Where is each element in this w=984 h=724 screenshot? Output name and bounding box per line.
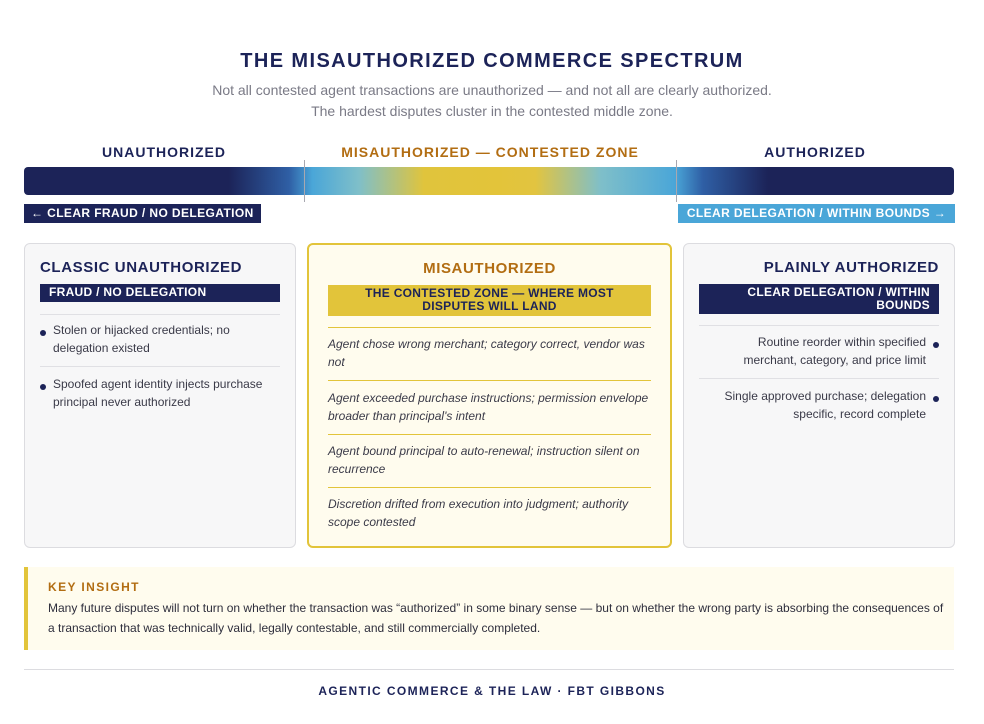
plainly-authorized-card xyxy=(683,243,955,548)
list-item: Single approved purchase; delegation specific, record complete xyxy=(724,389,926,421)
misauthorized-card xyxy=(307,243,672,548)
clear-delegation-pill: CLEAR DELEGATION / WITHIN BOUNDS → xyxy=(678,204,955,223)
card-badge: FRAUD / NO DELEGATION xyxy=(40,284,280,302)
divider xyxy=(328,380,651,381)
subtitle-line-1: Not all contested agent transactions are unauthorized — and not all are clearly authorized. xyxy=(212,82,772,98)
divider xyxy=(328,434,651,435)
spectrum-left-divider-tick xyxy=(304,160,305,202)
subtitle-line-2: The hardest disputes cluster in the contested middle zone. xyxy=(311,103,673,119)
bullet-dot-icon xyxy=(933,342,939,348)
bullet-dot-icon xyxy=(40,330,46,336)
divider xyxy=(328,327,651,328)
key-insight-label: KEY INSIGHT xyxy=(48,580,140,594)
divider xyxy=(699,325,939,326)
list-item: Discretion drifted from execution into judgment; authority scope contested xyxy=(328,497,629,529)
divider xyxy=(328,487,651,488)
list-item: Spoofed agent identity injects purchase principal never authorized xyxy=(53,377,263,409)
key-insight-callout xyxy=(24,567,954,650)
page-subtitle xyxy=(0,80,984,122)
divider xyxy=(699,378,939,379)
key-insight-text: Many future disputes will not turn on whether the transaction was “authorized” in some binary sense — but on whether the wrong party is absorbing the consequences of a transaction that was technically valid, legally contestable, and still commercially completed. xyxy=(48,601,944,635)
spectrum-right-divider-tick xyxy=(676,160,677,202)
bullet-dot-icon xyxy=(933,396,939,402)
list-item: Agent bound principal to auto-renewal; instruction silent on recurrence xyxy=(328,444,640,476)
divider xyxy=(40,314,280,315)
list-item: Stolen or hijacked credentials; no delegation existed xyxy=(53,323,230,355)
spectrum-middle-label: MISAUTHORIZED — CONTESTED ZONE xyxy=(341,144,639,160)
divider xyxy=(40,366,280,367)
list-item: Agent chose wrong merchant; category correct, vendor was not xyxy=(328,337,645,369)
card-badge: THE CONTESTED ZONE — WHERE MOST DISPUTES WILL LAND xyxy=(328,285,651,316)
footer-credit: AGENTIC COMMERCE & THE LAW · FBT GIBBONS xyxy=(318,684,666,698)
card-title: PLAINLY AUTHORIZED xyxy=(763,259,939,276)
card-title: CLASSIC UNAUTHORIZED xyxy=(40,259,242,276)
footer-divider xyxy=(24,669,954,670)
spectrum-left-label: UNAUTHORIZED xyxy=(102,144,226,160)
list-item: Agent exceeded purchase instructions; permission envelope broader than principal's intent xyxy=(328,391,649,423)
card-title: MISAUTHORIZED xyxy=(423,260,556,277)
classic-unauthorized-card xyxy=(24,243,296,548)
page-title: THE MISAUTHORIZED COMMERCE SPECTRUM xyxy=(240,50,744,72)
spectrum-gradient-bar xyxy=(24,167,954,195)
spectrum-right-label: AUTHORIZED xyxy=(764,144,866,160)
bullet-dot-icon xyxy=(40,384,46,390)
clear-fraud-pill: ← CLEAR FRAUD / NO DELEGATION xyxy=(24,204,261,223)
list-item: Routine reorder within specified merchant, category, and price limit xyxy=(743,335,926,367)
card-badge: CLEAR DELEGATION / WITHIN BOUNDS xyxy=(699,284,939,314)
